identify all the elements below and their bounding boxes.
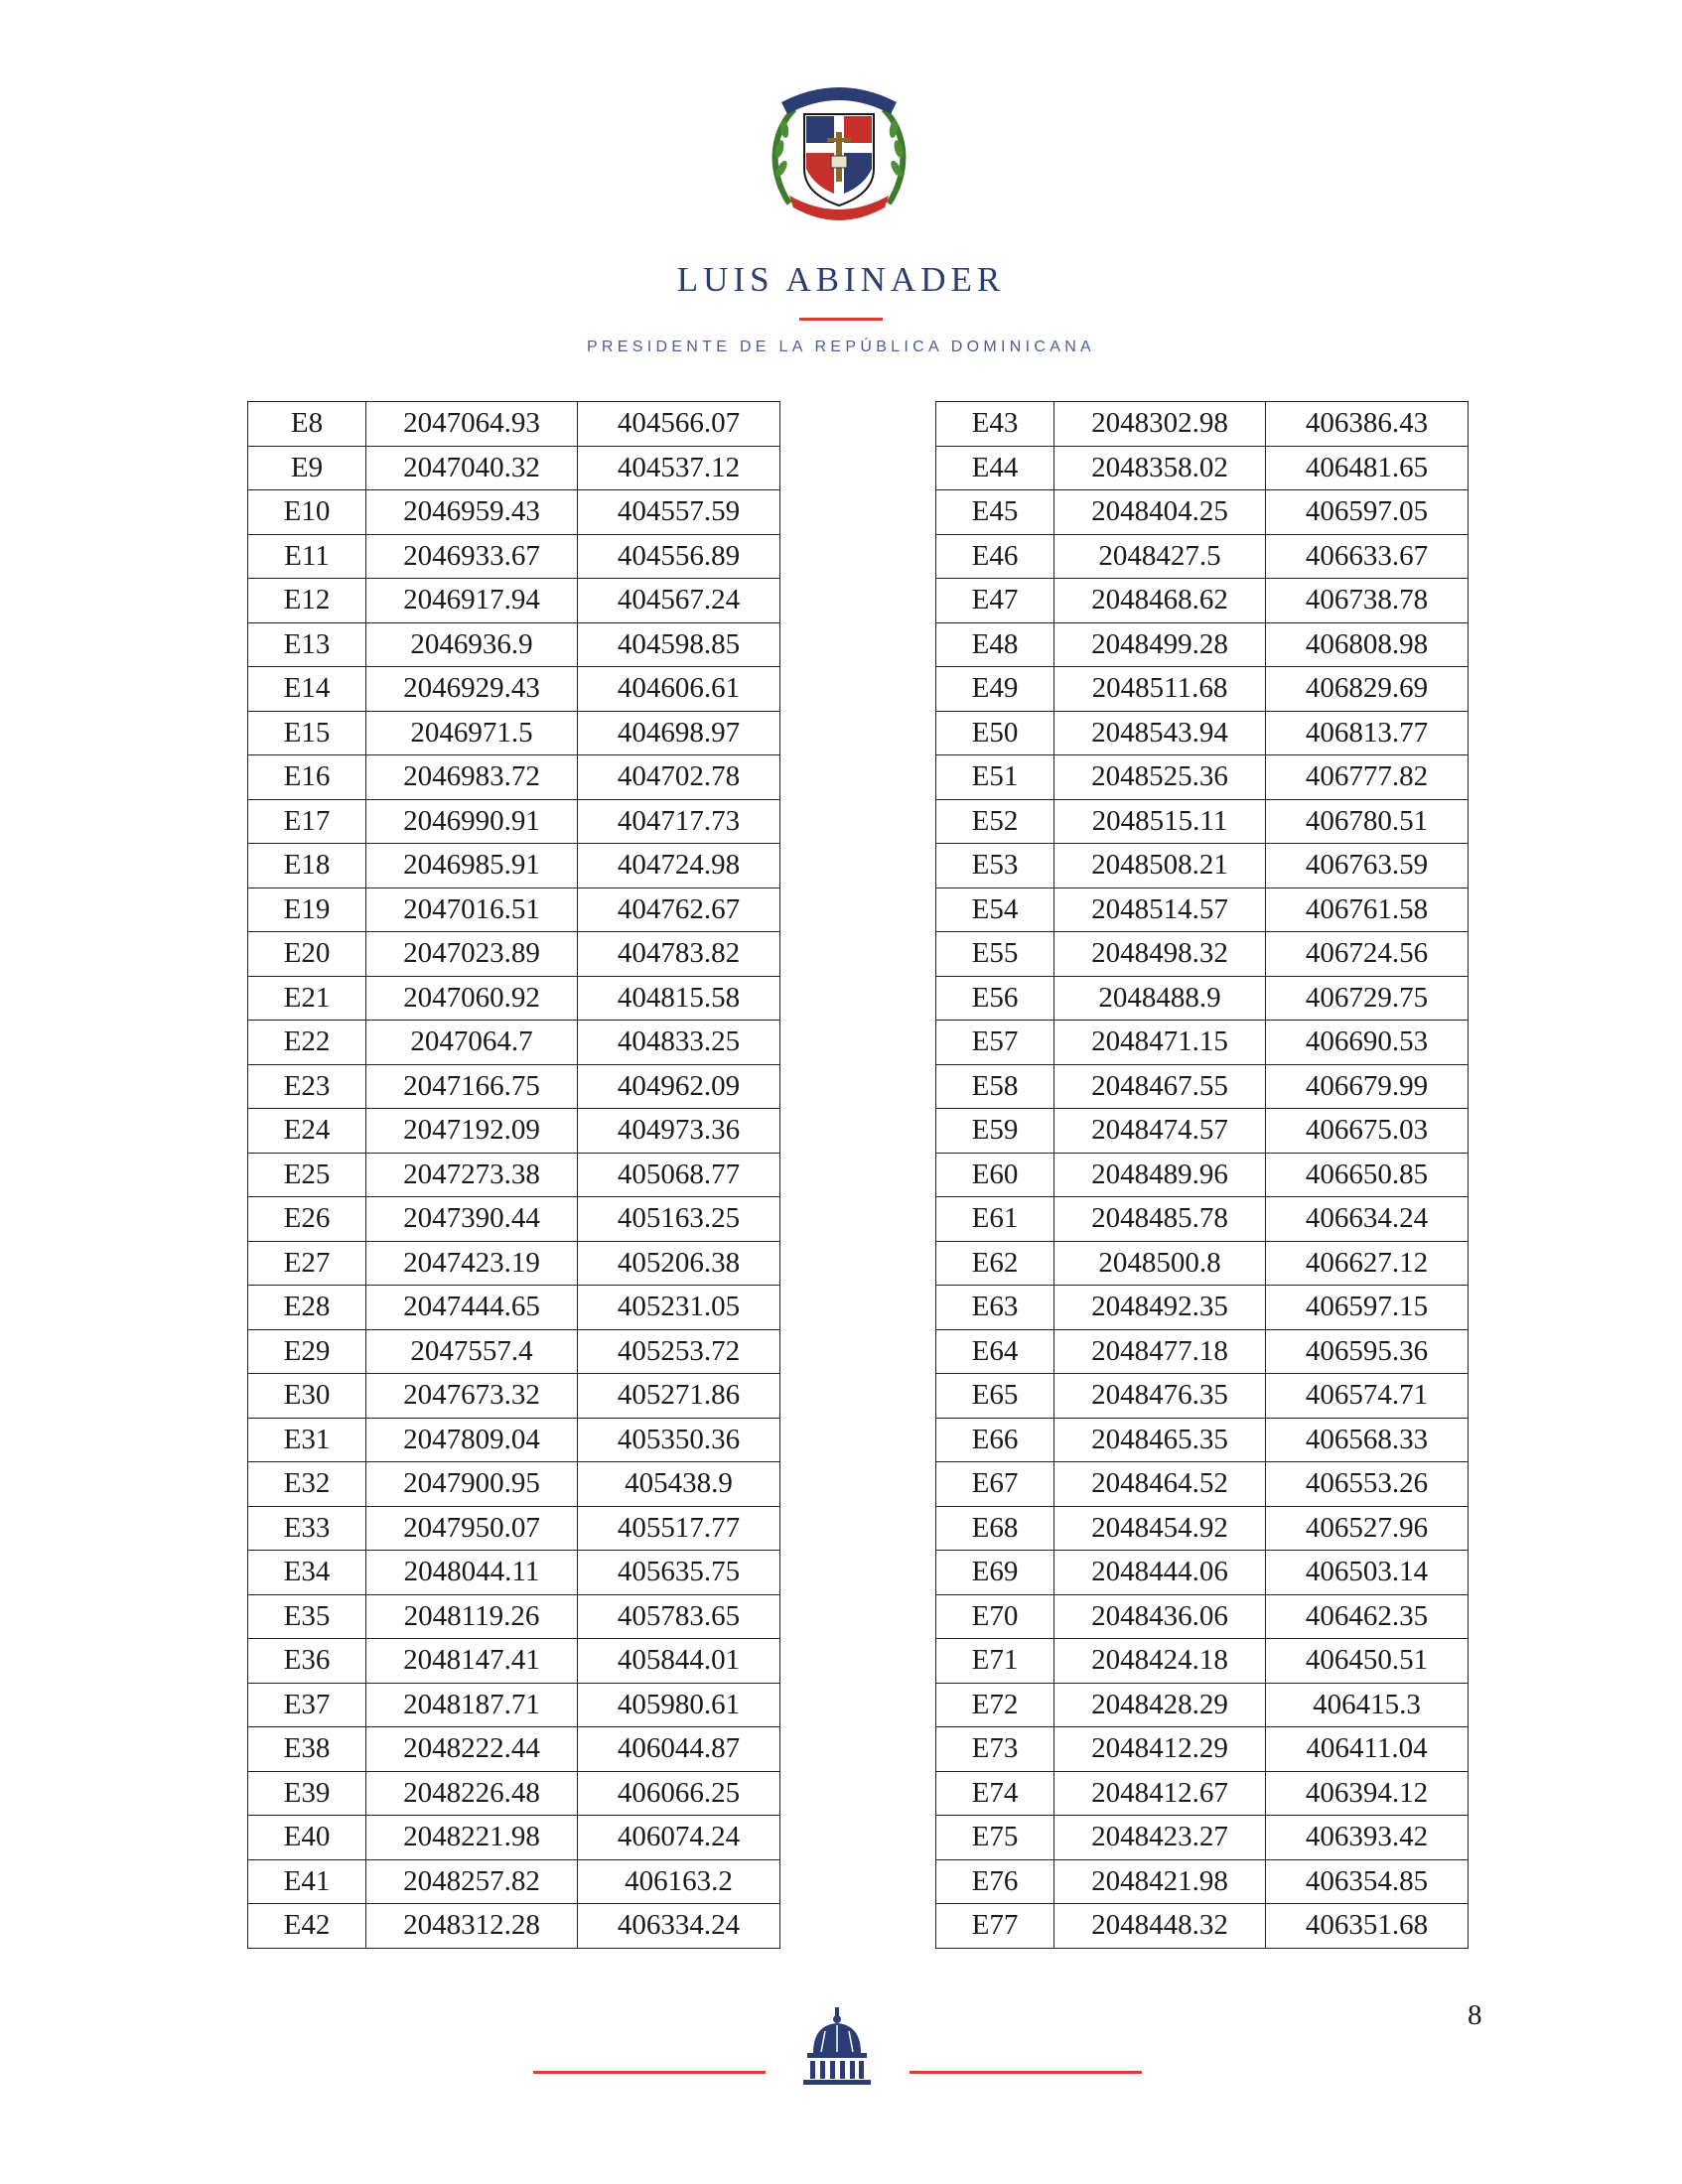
northing-cell: 2048514.57 [1054,887,1266,932]
table-row [936,1286,1469,1330]
point-id-cell: E33 [248,1506,366,1551]
point-id-cell: E22 [248,1021,366,1065]
easting-cell: 404566.07 [578,402,780,447]
northing-cell: 2048412.29 [1054,1727,1266,1772]
northing-cell: 2048404.25 [1054,490,1266,535]
point-id-cell: E34 [248,1551,366,1595]
point-id-cell: E29 [248,1329,366,1374]
footer-rule-left [533,2071,766,2074]
northing-cell: 2047950.07 [366,1506,578,1551]
easting-cell: 406597.15 [1266,1286,1469,1330]
easting-cell: 406761.58 [1266,887,1469,932]
table-row [936,1904,1469,1949]
point-id-cell: E50 [936,711,1054,755]
point-id-cell: E62 [936,1241,1054,1286]
point-id-cell: E52 [936,799,1054,844]
table-row [248,1727,780,1772]
table-row [936,1153,1469,1197]
table-row [936,1506,1469,1551]
easting-cell: 404567.24 [578,579,780,623]
northing-cell: 2048525.36 [1054,755,1266,800]
point-id-cell: E41 [248,1859,366,1904]
point-id-cell: E56 [936,976,1054,1021]
table-row [936,1816,1469,1860]
easting-cell: 406386.43 [1266,402,1469,447]
table-row [248,1771,780,1816]
northing-cell: 2048454.92 [1054,1506,1266,1551]
table-row [248,799,780,844]
table-row [936,1594,1469,1639]
point-id-cell: E37 [248,1683,366,1727]
northing-cell: 2048187.71 [366,1683,578,1727]
point-id-cell: E74 [936,1771,1054,1816]
table-row [936,1551,1469,1595]
northing-cell: 2048488.9 [1054,976,1266,1021]
table-row [248,1639,780,1684]
point-id-cell: E68 [936,1506,1054,1551]
easting-cell: 405253.72 [578,1329,780,1374]
easting-cell: 406829.69 [1266,667,1469,712]
point-id-cell: E49 [936,667,1054,712]
northing-cell: 2046983.72 [366,755,578,800]
point-id-cell: E57 [936,1021,1054,1065]
northing-cell: 2048358.02 [1054,446,1266,490]
table-row [936,579,1469,623]
point-id-cell: E26 [248,1197,366,1242]
table-row [248,1594,780,1639]
northing-cell: 2046936.9 [366,622,578,667]
northing-cell: 2048467.55 [1054,1064,1266,1109]
easting-cell: 406690.53 [1266,1021,1469,1065]
point-id-cell: E60 [936,1153,1054,1197]
easting-cell: 405068.77 [578,1153,780,1197]
northing-cell: 2046917.94 [366,579,578,623]
northing-cell: 2048465.35 [1054,1418,1266,1462]
northing-cell: 2048222.44 [366,1727,578,1772]
table-row [248,667,780,712]
northing-cell: 2047040.32 [366,446,578,490]
easting-cell: 406450.51 [1266,1639,1469,1684]
footer-rule-right [910,2071,1142,2074]
easting-cell: 406481.65 [1266,446,1469,490]
easting-cell: 406415.3 [1266,1683,1469,1727]
easting-cell: 405163.25 [578,1197,780,1242]
northing-cell: 2047166.75 [366,1064,578,1109]
easting-cell: 404762.67 [578,887,780,932]
northing-cell: 2048508.21 [1054,844,1266,888]
table-row [248,1021,780,1065]
point-id-cell: E31 [248,1418,366,1462]
point-id-cell: E9 [248,446,366,490]
point-id-cell: E42 [248,1904,366,1949]
point-id-cell: E23 [248,1064,366,1109]
coordinates-table-right [935,401,1469,1949]
northing-cell: 2048492.35 [1054,1286,1266,1330]
easting-cell: 406066.25 [578,1771,780,1816]
point-id-cell: E66 [936,1418,1054,1462]
easting-cell: 406808.98 [1266,622,1469,667]
northing-cell: 2048500.8 [1054,1241,1266,1286]
table-row [936,667,1469,712]
table-row [936,1064,1469,1109]
point-id-cell: E77 [936,1904,1054,1949]
point-id-cell: E35 [248,1594,366,1639]
northing-cell: 2048471.15 [1054,1021,1266,1065]
point-id-cell: E15 [248,711,366,755]
table-row [936,1241,1469,1286]
northing-cell: 2047423.19 [366,1241,578,1286]
northing-cell: 2048302.98 [1054,402,1266,447]
easting-cell: 406738.78 [1266,579,1469,623]
easting-cell: 406777.82 [1266,755,1469,800]
northing-cell: 2048147.41 [366,1639,578,1684]
point-id-cell: E44 [936,446,1054,490]
easting-cell: 406780.51 [1266,799,1469,844]
easting-cell: 406074.24 [578,1816,780,1860]
point-id-cell: E28 [248,1286,366,1330]
easting-cell: 404702.78 [578,755,780,800]
point-id-cell: E72 [936,1683,1054,1727]
table-row [248,1109,780,1154]
northing-cell: 2048468.62 [1054,579,1266,623]
table-row [936,799,1469,844]
table-row [936,534,1469,579]
easting-cell: 406675.03 [1266,1109,1469,1154]
easting-cell: 406813.77 [1266,711,1469,755]
table-row [936,1418,1469,1462]
northing-cell: 2048312.28 [366,1904,578,1949]
easting-cell: 406394.12 [1266,1771,1469,1816]
table-row [248,1197,780,1242]
northing-cell: 2046971.5 [366,711,578,755]
northing-cell: 2047673.32 [366,1374,578,1419]
easting-cell: 406763.59 [1266,844,1469,888]
point-id-cell: E27 [248,1241,366,1286]
point-id-cell: E53 [936,844,1054,888]
table-row [248,1462,780,1507]
point-id-cell: E8 [248,402,366,447]
table-row [936,490,1469,535]
northing-cell: 2047192.09 [366,1109,578,1154]
northing-cell: 2047557.4 [366,1329,578,1374]
easting-cell: 404962.09 [578,1064,780,1109]
point-id-cell: E36 [248,1639,366,1684]
point-id-cell: E24 [248,1109,366,1154]
point-id-cell: E75 [936,1816,1054,1860]
point-id-cell: E21 [248,976,366,1021]
point-id-cell: E25 [248,1153,366,1197]
table-row [248,1153,780,1197]
northing-cell: 2048044.11 [366,1551,578,1595]
easting-cell: 406553.26 [1266,1462,1469,1507]
northing-cell: 2048477.18 [1054,1329,1266,1374]
easting-cell: 406724.56 [1266,932,1469,977]
easting-cell: 404973.36 [578,1109,780,1154]
easting-cell: 405271.86 [578,1374,780,1419]
header-name: LUIS ABINADER [676,260,1006,299]
point-id-cell: E69 [936,1551,1054,1595]
table-row [936,1021,1469,1065]
table-row [248,887,780,932]
northing-cell: 2048499.28 [1054,622,1266,667]
table-row [936,1727,1469,1772]
table-row [248,1551,780,1595]
table-row [248,976,780,1021]
coat-of-arms-seal [760,74,918,223]
easting-cell: 404698.97 [578,711,780,755]
table-row [248,1859,780,1904]
table-row [248,579,780,623]
table-row [248,844,780,888]
point-id-cell: E18 [248,844,366,888]
coordinates-table-right-body [936,402,1469,1949]
point-id-cell: E12 [248,579,366,623]
coordinates-table-left [247,401,780,1949]
point-id-cell: E17 [248,799,366,844]
coordinates-table-left-body [248,402,780,1949]
table-row [936,711,1469,755]
northing-cell: 2046959.43 [366,490,578,535]
northing-cell: 2048444.06 [1054,1551,1266,1595]
easting-cell: 406568.33 [1266,1418,1469,1462]
northing-cell: 2047273.38 [366,1153,578,1197]
easting-cell: 405438.9 [578,1462,780,1507]
easting-cell: 406503.14 [1266,1551,1469,1595]
table-row [936,1374,1469,1419]
easting-cell: 406411.04 [1266,1727,1469,1772]
northing-cell: 2048257.82 [366,1859,578,1904]
northing-cell: 2048421.98 [1054,1859,1266,1904]
northing-cell: 2048515.11 [1054,799,1266,844]
table-row [248,932,780,977]
northing-cell: 2047900.95 [366,1462,578,1507]
point-id-cell: E39 [248,1771,366,1816]
header-divider [799,318,883,321]
northing-cell: 2046933.67 [366,534,578,579]
table-row [248,1329,780,1374]
table-row [936,976,1469,1021]
northing-cell: 2048474.57 [1054,1109,1266,1154]
table-row [936,1109,1469,1154]
easting-cell: 406633.67 [1266,534,1469,579]
point-id-cell: E58 [936,1064,1054,1109]
easting-cell: 405206.38 [578,1241,780,1286]
table-row [248,534,780,579]
page-number: 8 [1468,1999,1482,2031]
easting-cell: 406354.85 [1266,1859,1469,1904]
northing-cell: 2047809.04 [366,1418,578,1462]
point-id-cell: E20 [248,932,366,977]
northing-cell: 2048412.67 [1054,1771,1266,1816]
northing-cell: 2046929.43 [366,667,578,712]
table-row [936,1462,1469,1507]
table-row [936,932,1469,977]
northing-cell: 2048436.06 [1054,1594,1266,1639]
easting-cell: 406650.85 [1266,1153,1469,1197]
point-id-cell: E54 [936,887,1054,932]
easting-cell: 406597.05 [1266,490,1469,535]
point-id-cell: E32 [248,1462,366,1507]
easting-cell: 406729.75 [1266,976,1469,1021]
table-row [936,844,1469,888]
table-row [936,1771,1469,1816]
table-row [936,402,1469,447]
point-id-cell: E48 [936,622,1054,667]
table-row [248,755,780,800]
northing-cell: 2047023.89 [366,932,578,977]
table-row [248,490,780,535]
easting-cell: 404717.73 [578,799,780,844]
easting-cell: 406634.24 [1266,1197,1469,1242]
easting-cell: 404724.98 [578,844,780,888]
table-row [936,1197,1469,1242]
northing-cell: 2048543.94 [1054,711,1266,755]
easting-cell: 405517.77 [578,1506,780,1551]
northing-cell: 2048448.32 [1054,1904,1266,1949]
easting-cell: 406462.35 [1266,1594,1469,1639]
easting-cell: 404815.58 [578,976,780,1021]
northing-cell: 2048485.78 [1054,1197,1266,1242]
northing-cell: 2048498.32 [1054,932,1266,977]
table-row [248,1286,780,1330]
table-row [248,622,780,667]
northing-cell: 2048423.27 [1054,1816,1266,1860]
northing-cell: 2047064.93 [366,402,578,447]
point-id-cell: E76 [936,1859,1054,1904]
easting-cell: 406595.36 [1266,1329,1469,1374]
northing-cell: 2046985.91 [366,844,578,888]
easting-cell: 406527.96 [1266,1506,1469,1551]
table-row [936,1329,1469,1374]
point-id-cell: E51 [936,755,1054,800]
northing-cell: 2048489.96 [1054,1153,1266,1197]
easting-cell: 406679.99 [1266,1064,1469,1109]
table-row [248,446,780,490]
table-row [248,1904,780,1949]
northing-cell: 2046990.91 [366,799,578,844]
easting-cell: 404598.85 [578,622,780,667]
table-row [248,1506,780,1551]
easting-cell: 406574.71 [1266,1374,1469,1419]
point-id-cell: E64 [936,1329,1054,1374]
easting-cell: 404833.25 [578,1021,780,1065]
easting-cell: 404556.89 [578,534,780,579]
easting-cell: 405350.36 [578,1418,780,1462]
easting-cell: 406044.87 [578,1727,780,1772]
northing-cell: 2048119.26 [366,1594,578,1639]
easting-cell: 406334.24 [578,1904,780,1949]
northing-cell: 2047016.51 [366,887,578,932]
table-row [248,1816,780,1860]
point-id-cell: E61 [936,1197,1054,1242]
table-row [936,622,1469,667]
table-row [248,1241,780,1286]
point-id-cell: E40 [248,1816,366,1860]
easting-cell: 405980.61 [578,1683,780,1727]
easting-cell: 404557.59 [578,490,780,535]
table-row [248,1418,780,1462]
northing-cell: 2048464.52 [1054,1462,1266,1507]
point-id-cell: E47 [936,579,1054,623]
table-row [936,446,1469,490]
northing-cell: 2047444.65 [366,1286,578,1330]
easting-cell: 406163.2 [578,1859,780,1904]
point-id-cell: E63 [936,1286,1054,1330]
point-id-cell: E13 [248,622,366,667]
table-row [248,1374,780,1419]
header-subtitle: PRESIDENTE DE LA REPÚBLICA DOMINICANA [586,339,1096,355]
northing-cell: 2048428.29 [1054,1683,1266,1727]
point-id-cell: E45 [936,490,1054,535]
point-id-cell: E71 [936,1639,1054,1684]
northing-cell: 2048476.35 [1054,1374,1266,1419]
point-id-cell: E30 [248,1374,366,1419]
point-id-cell: E43 [936,402,1054,447]
point-id-cell: E67 [936,1462,1054,1507]
table-row [936,755,1469,800]
point-id-cell: E16 [248,755,366,800]
easting-cell: 404783.82 [578,932,780,977]
northing-cell: 2048511.68 [1054,667,1266,712]
easting-cell: 406351.68 [1266,1904,1469,1949]
northing-cell: 2047390.44 [366,1197,578,1242]
point-id-cell: E19 [248,887,366,932]
point-id-cell: E73 [936,1727,1054,1772]
point-id-cell: E11 [248,534,366,579]
table-row [936,1639,1469,1684]
point-id-cell: E65 [936,1374,1054,1419]
table-row [936,887,1469,932]
point-id-cell: E14 [248,667,366,712]
point-id-cell: E10 [248,490,366,535]
northing-cell: 2047060.92 [366,976,578,1021]
palace-dome-icon [795,2005,879,2089]
point-id-cell: E46 [936,534,1054,579]
easting-cell: 406627.12 [1266,1241,1469,1286]
northing-cell: 2048427.5 [1054,534,1266,579]
point-id-cell: E70 [936,1594,1054,1639]
northing-cell: 2048221.98 [366,1816,578,1860]
table-row [248,1683,780,1727]
table-row [936,1683,1469,1727]
table-row [936,1859,1469,1904]
table-row [248,711,780,755]
easting-cell: 405635.75 [578,1551,780,1595]
point-id-cell: E55 [936,932,1054,977]
point-id-cell: E59 [936,1109,1054,1154]
easting-cell: 405783.65 [578,1594,780,1639]
easting-cell: 404537.12 [578,446,780,490]
easting-cell: 405844.01 [578,1639,780,1684]
northing-cell: 2048424.18 [1054,1639,1266,1684]
point-id-cell: E38 [248,1727,366,1772]
easting-cell: 405231.05 [578,1286,780,1330]
table-row [248,402,780,447]
easting-cell: 404606.61 [578,667,780,712]
table-row [248,1064,780,1109]
northing-cell: 2048226.48 [366,1771,578,1816]
northing-cell: 2047064.7 [366,1021,578,1065]
easting-cell: 406393.42 [1266,1816,1469,1860]
